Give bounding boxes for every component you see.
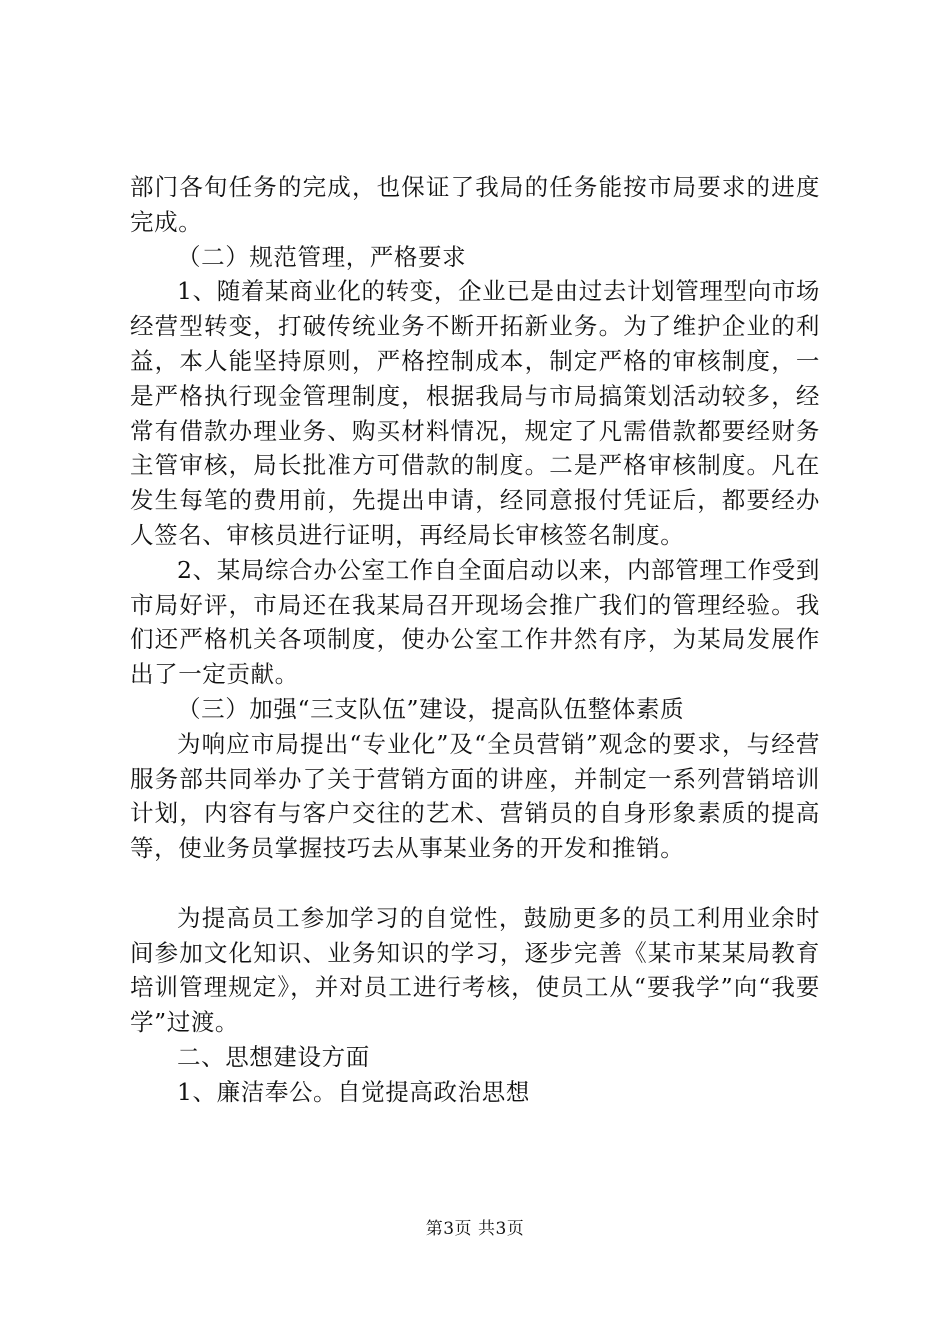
paragraph-continuation: 部门各旬任务的完成，也保证了我局的任务能按市局要求的进度完成。 xyxy=(130,173,820,236)
paragraph-integrity: 1、廉洁奉公。自觉提高政治思想 xyxy=(177,1077,530,1106)
paragraph-marketing-training: 为响应市局提出“专业化”及“全员营销”观念的要求，与经营服务部共同举办了关于营销方面的讲座，并制定一系列营销培训计划，内容有与客户交往的艺术、营销员的自身形象素质的提高等，使业务员掌握技巧去从事某业务的开发和推销。 xyxy=(130,729,820,863)
page-number-footer: 第3页 共3页 xyxy=(425,1219,525,1239)
paragraph-item-1: 1、随着某商业化的转变，企业已是由过去计划管理型向市场经营型转变，打破传统业务不断开拓新业务。为了维护企业的利益，本人能坚持原则，严格控制成本，制定严格的审核制度，一是严格执行现金管理制度，根据我局与市局搞策划活动较多，经常有借款办理业务、购买材料情况，规定了凡需借款都要经财务主管审核，局长批准方可借款的制度。二是严格审核制度。凡在发生每笔的费用前，先提出申请，经同意报付凭证后，都要经办人签名、审核员进行证明，再经局长审核签名制度。 xyxy=(130,277,820,549)
section-heading-team-building: （三）加强“三支队伍”建设，提高队伍整体素质 xyxy=(177,694,685,723)
document-body xyxy=(130,170,820,1110)
section-heading-ideology: 二、思想建设方面 xyxy=(177,1042,370,1071)
paragraph-staff-learning: 为提高员工参加学习的自觉性，鼓励更多的员工利用业余时间参加文化知识、业务知识的学习，逐步完善《某市某某局教育培训管理规定》，并对员工进行考核，使员工从“要我学”向“我要学”过渡。 xyxy=(130,903,820,1037)
paragraph-item-2: 2、某局综合办公室工作自全面启动以来，内部管理工作受到市局好评，市局还在我某局召开现场会推广我们的管理经验。我们还严格机关各项制度，使办公室工作井然有序，为某局发展作出了一定贡献。 xyxy=(130,555,820,689)
section-heading-standard-management: （二）规范管理，严格要求 xyxy=(177,242,467,271)
